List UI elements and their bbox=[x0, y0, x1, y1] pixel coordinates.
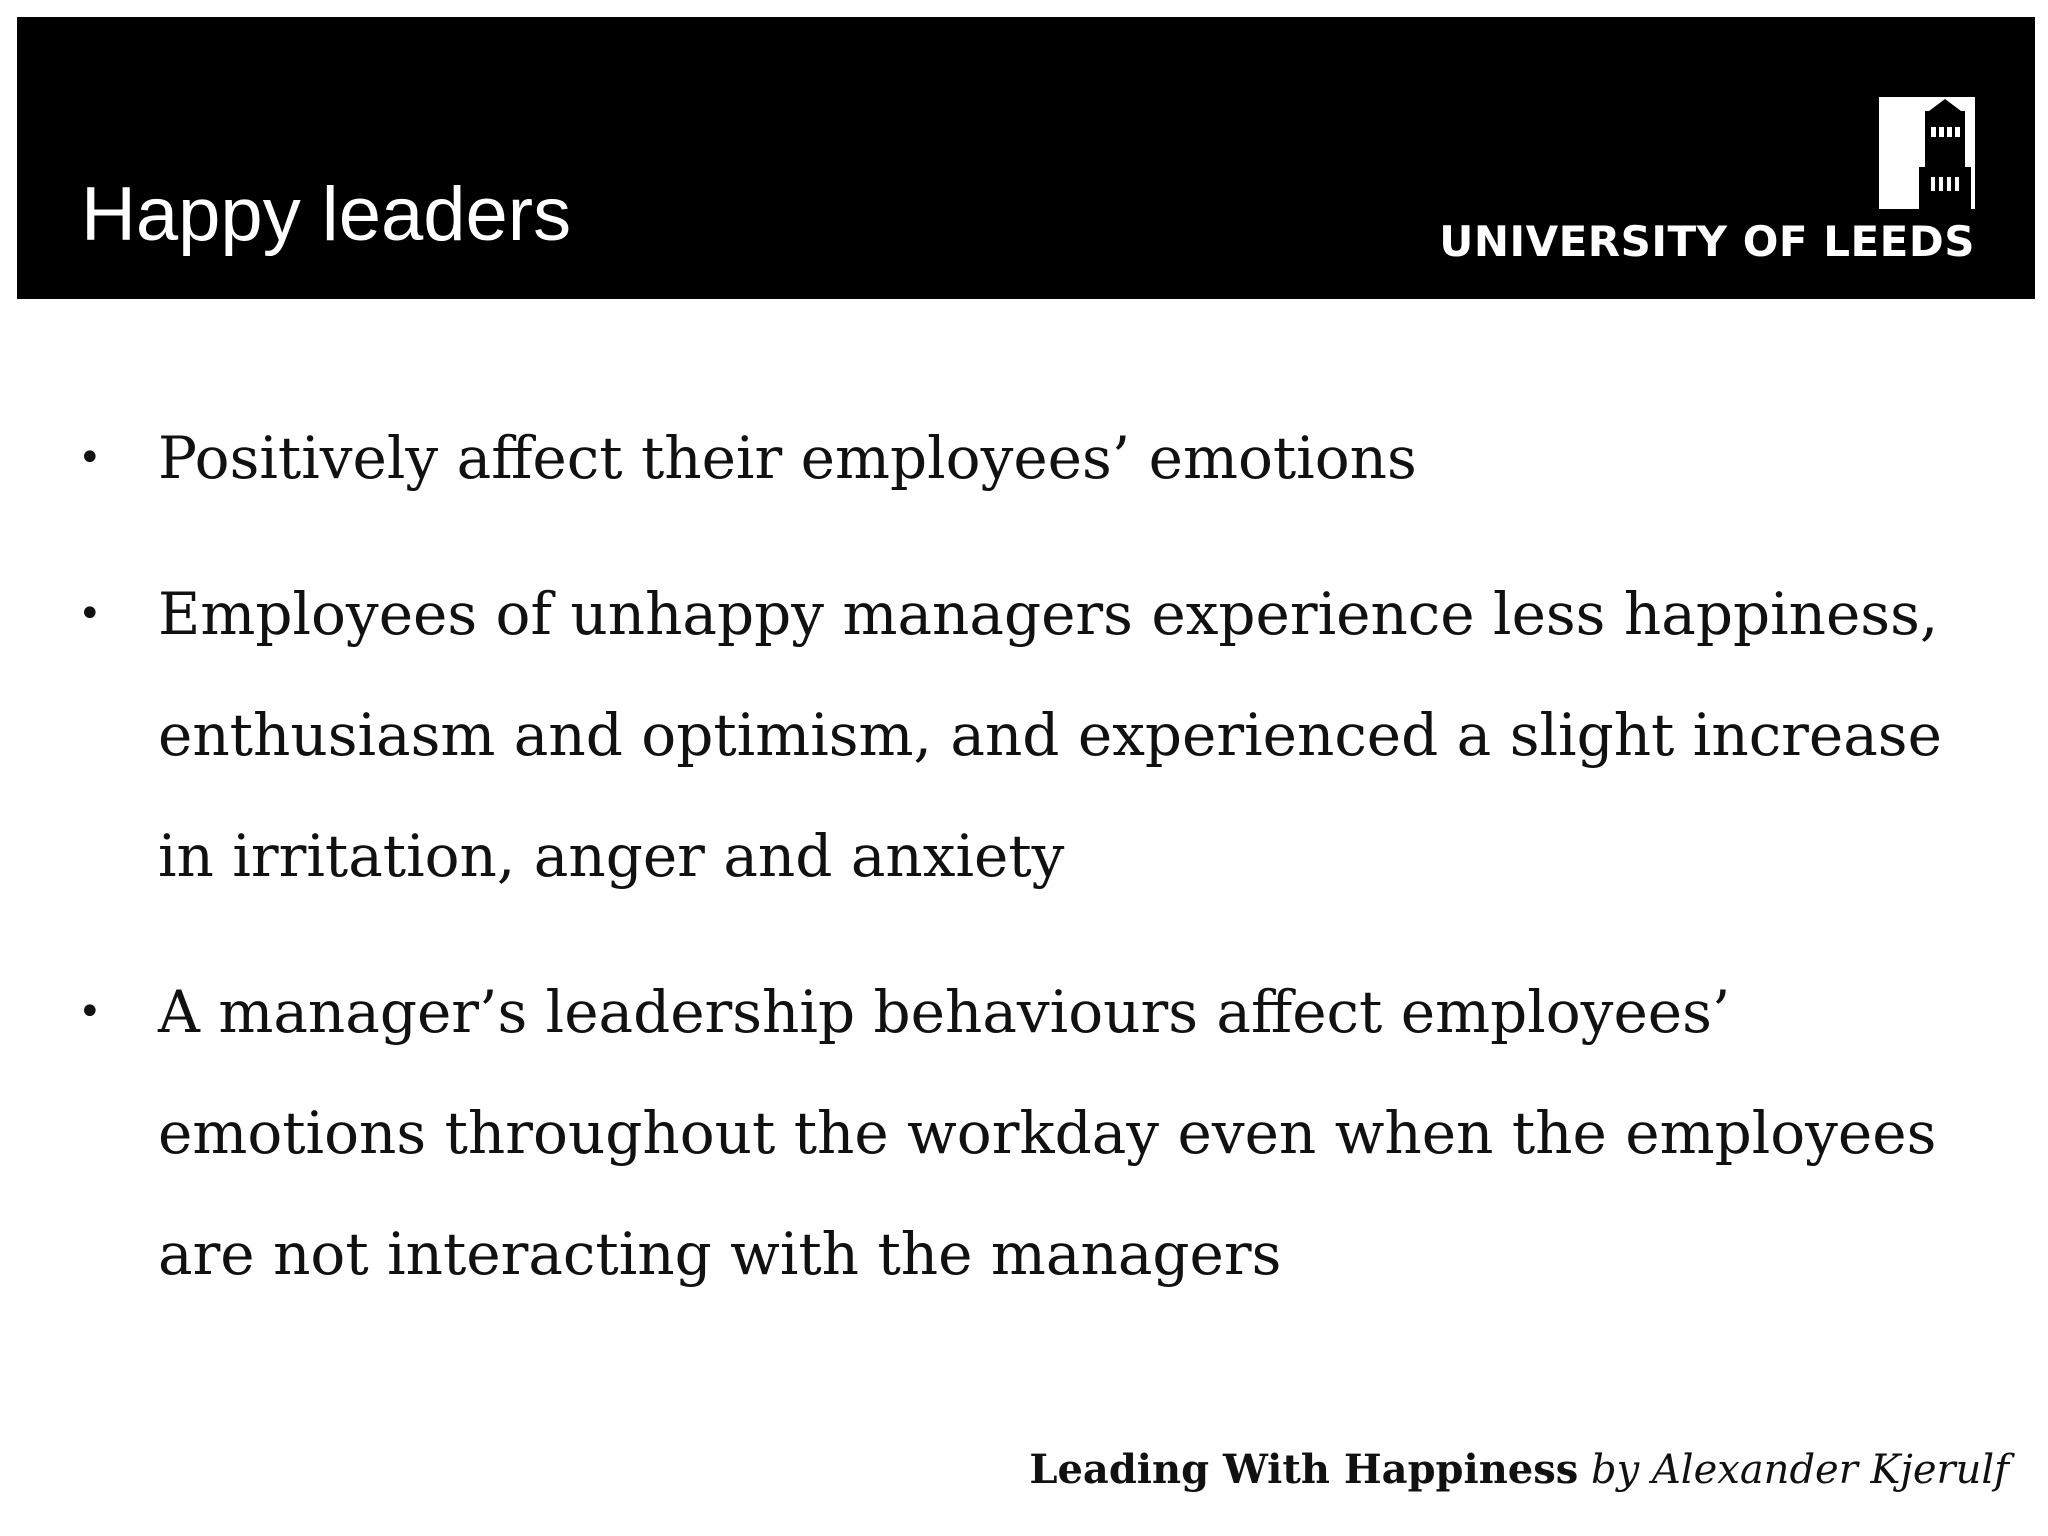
bullet-marker: • bbox=[78, 989, 102, 1035]
citation-author: by Alexander Kjerulf bbox=[1591, 1447, 2009, 1493]
bullet-item bbox=[78, 952, 1998, 1315]
source-citation bbox=[1029, 1446, 2009, 1493]
bullet-marker: • bbox=[78, 435, 102, 481]
bullet-item bbox=[78, 554, 1998, 917]
clock-tower-icon bbox=[1879, 97, 1975, 209]
bullet-text: Employees of unhappy managers experience less happiness, enthusiasm and optimism, and experienced a slight increase in irritation, anger and anxiety bbox=[158, 580, 1942, 890]
university-logo bbox=[1439, 97, 1975, 267]
bullet-text: Positively affect their employees’ emotions bbox=[158, 424, 1417, 492]
citation-book-title: Leading With Happiness bbox=[1029, 1446, 1579, 1493]
bullet-text: A manager’s leadership behaviours affect employees’ emotions throughout the workday even when the employees are not interacting with the managers bbox=[158, 978, 1937, 1288]
bullet-list bbox=[78, 398, 1998, 1350]
slide-header bbox=[17, 17, 2035, 299]
bullet-marker: • bbox=[78, 591, 102, 637]
university-logo-text: UNIVERSITY OF LEEDS bbox=[1439, 217, 1975, 266]
slide-title: Happy leaders bbox=[81, 172, 572, 257]
bullet-item bbox=[78, 398, 1998, 519]
